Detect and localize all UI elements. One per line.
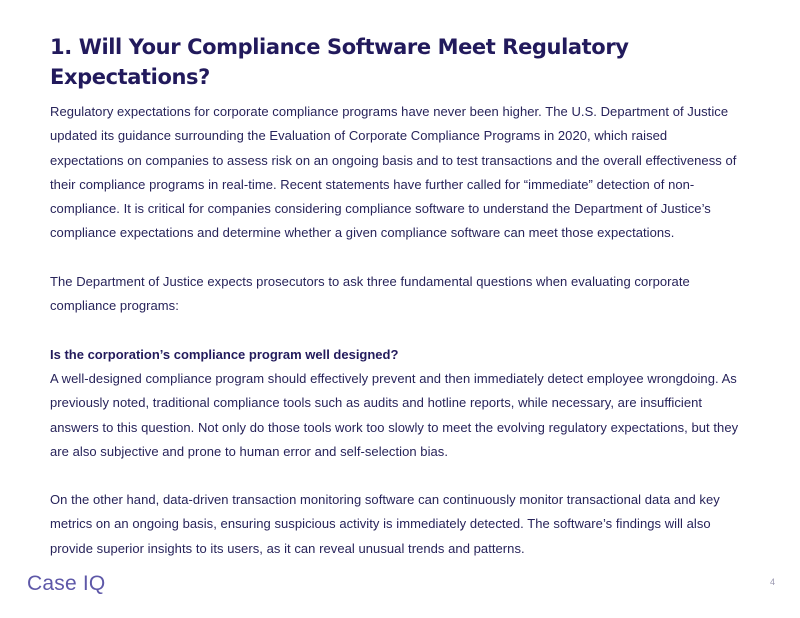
intro-paragraph: Regulatory expectations for corporate compliance programs have never been higher. The U.S. Department of Justice updated its guidance surrounding the Evaluation of Corporate Compliance Programs in 2020, which raised expectations on companies to assess risk on an ongoing basis and to test transactions and the overall effectiveness of their compliance programs in real-time. Recent statements have further called for “immediate” detection of non-compliance. It is critical for companies considering compliance software to understand the Department of Justice’s compliance expectations and determine whether a given compliance software can meet those expectations. <box>50 104 737 241</box>
section-heading: 1. Will Your Compliance Software Meet Regulatory Expectations? <box>50 35 629 89</box>
question-subheading: Is the corporation’s compliance program well designed? <box>50 347 399 362</box>
well-designed-paragraph: A well-designed compliance program should effectively prevent and then immediately detect employee wrongdoing. As previously noted, traditional compliance tools such as audits and hotline reports, while necessary, are insufficient answers to this question. Not only do those tools work too slowly to meet the evolving regulatory expectations, but they are also subjective and prone to human error and self-selection bias. <box>50 371 739 459</box>
case-iq-logo: Case IQ <box>27 572 106 595</box>
questions-intro-paragraph: The Department of Justice expects prosecutors to ask three fundamental questions when evaluating corporate compliance programs: <box>50 274 690 314</box>
page-number: 4 <box>770 577 776 587</box>
data-driven-paragraph: On the other hand, data-driven transaction monitoring software can continuously monitor transactional data and key metrics on an ongoing basis, ensuring suspicious activity is immediately detected. The software’s findings will also provide superior insights to its users, as it can reveal unusual trends and patterns. <box>50 492 720 556</box>
